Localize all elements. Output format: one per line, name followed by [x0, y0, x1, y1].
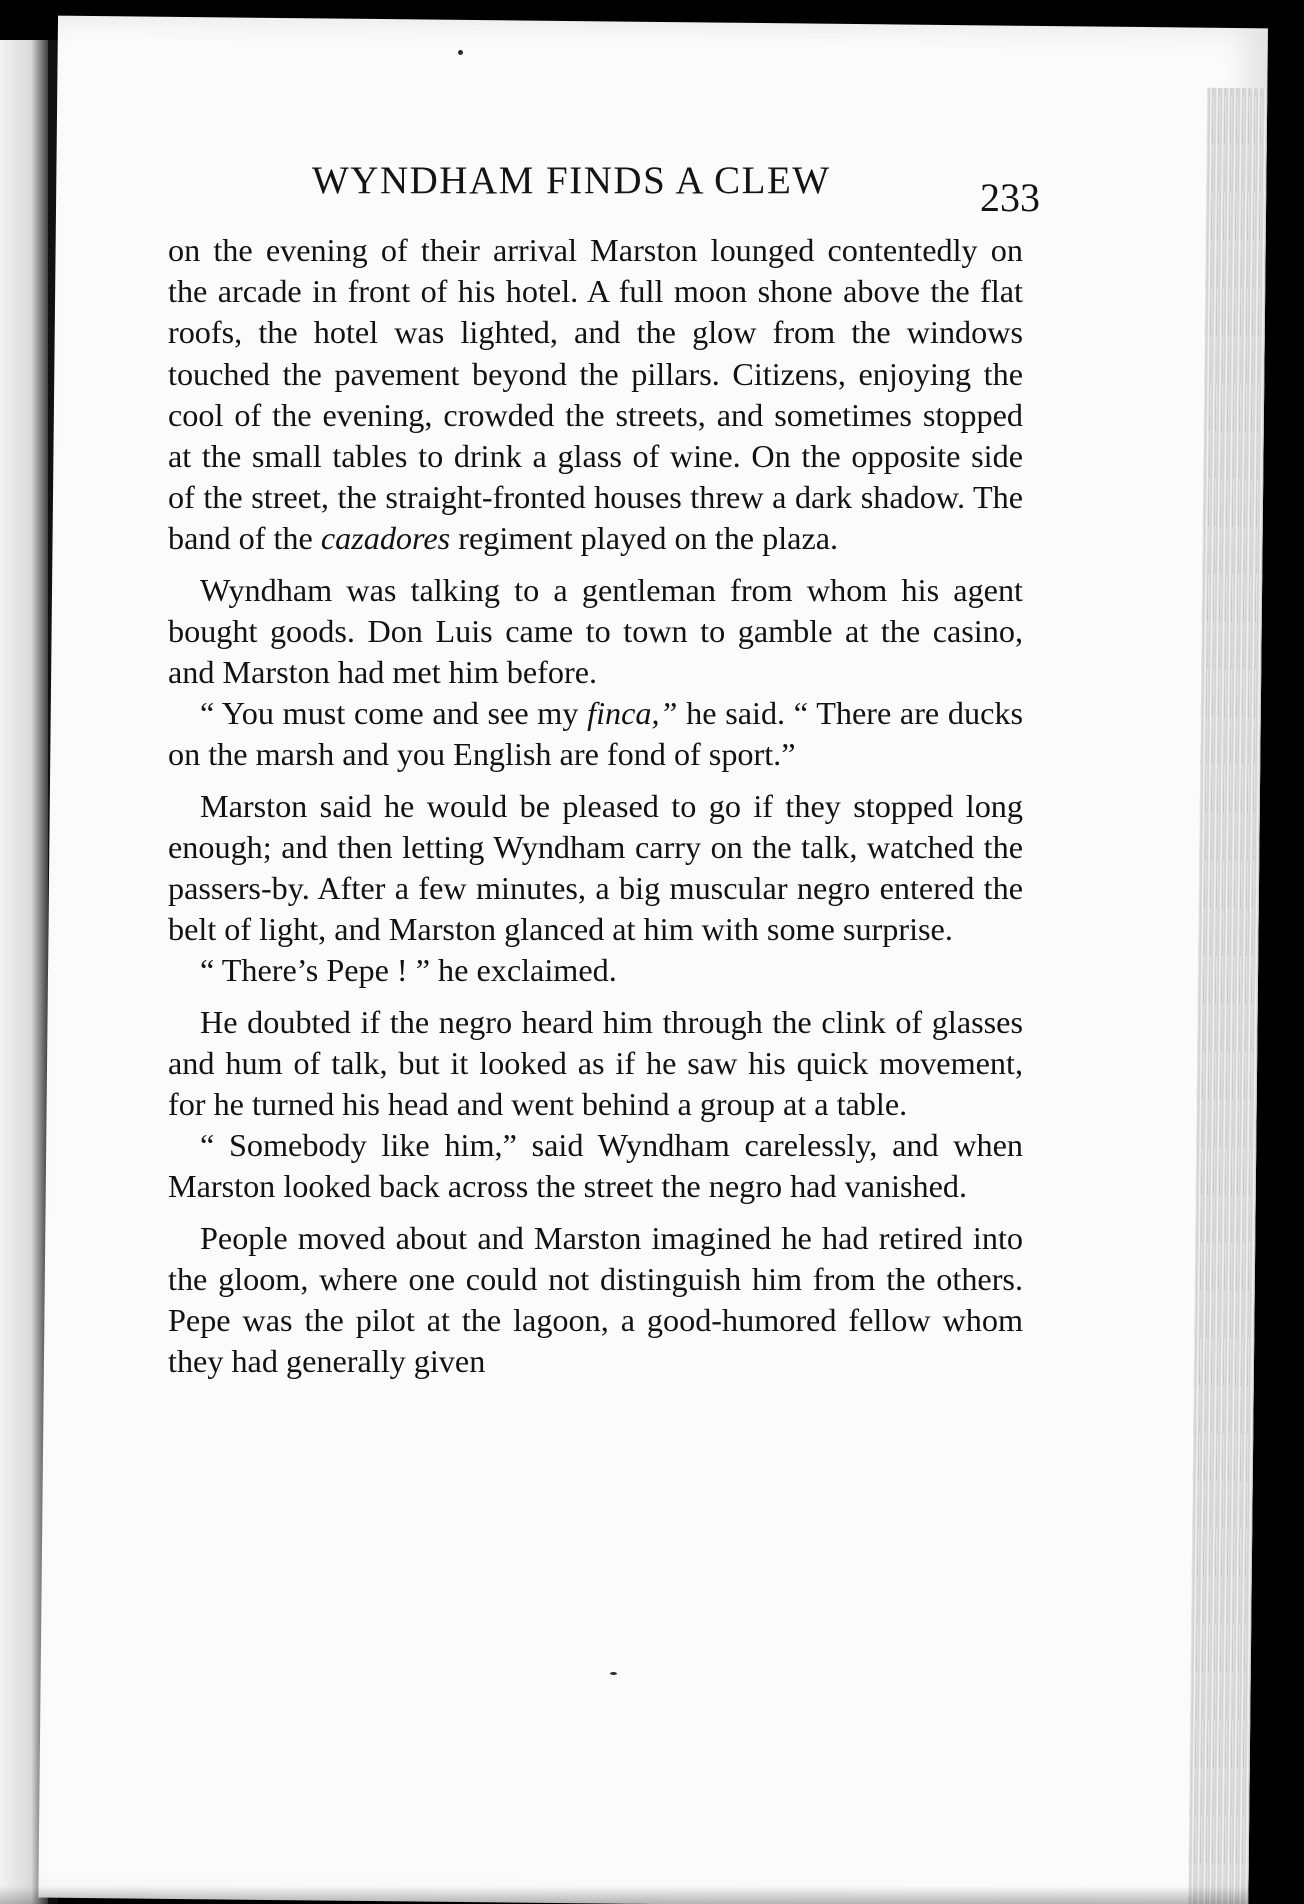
italic-text-run: finca,” — [587, 695, 678, 732]
paragraph — [168, 1125, 1023, 1207]
page-fore-edge — [1188, 88, 1267, 1904]
italic-text-run: cazadores — [320, 520, 451, 557]
scan-speckle — [610, 1672, 617, 1675]
text-run: he said. “ There are ducks on the marsh and you English are fond of sport.” — [168, 695, 1023, 773]
text-run: “ You must come and see my — [200, 695, 588, 732]
paragraph — [168, 693, 1023, 775]
scan-speckle — [458, 50, 463, 55]
text-run: Wyndham was talking to a gentleman from whom his agent bought goods. Don Luis came to town to gamble at the casino, and Marston had met him before. — [168, 571, 1023, 691]
text-run: on the evening of their arrival Marston lounged contentedly on the arcade in front of his hotel. A full moon shone above the flat roofs, the hotel was lighted, and the glow from the windows touched the pavement beyond the pillars. Citizens, enjoying the cool of the evening, crowded the streets, and sometimes stopped at the small tables to drink a glass of wine. On the opposite side of the street, the straight-fronted houses threw a dark shadow. The band of the — [168, 232, 1023, 557]
paragraph — [168, 230, 1023, 560]
text-run: He doubted if the negro heard him through the clink of glasses and hum of talk, but it looked as if he saw his quick movement, for he turned his head and went behind a group at a table. — [168, 1003, 1023, 1123]
paragraph — [168, 1002, 1023, 1126]
text-run: “ There’s Pepe ! ” he exclaimed. — [200, 952, 617, 989]
text-run: “ Somebody like him,” said Wyndham carelessly, and when Marston looked back across the street the negro had vanished. — [168, 1127, 1023, 1205]
running-head: WYNDHAM FINDS A CLEW — [312, 159, 831, 202]
paragraph — [168, 786, 1023, 951]
text-run: People moved about and Marston imagined he had retired into the gloom, where one could not distinguish him from the others. Pepe was the pilot at the lagoon, a good-humored fellow whom they had generally given — [168, 1219, 1023, 1380]
text-run: regiment played on the plaza. — [450, 520, 839, 557]
paragraph — [168, 1218, 1023, 1383]
paragraph — [168, 950, 1023, 991]
paragraph — [168, 570, 1023, 694]
page-bottom-shadow — [0, 1886, 1304, 1904]
text-run: Marston said he would be pleased to go if they stopped long enough; and then letting Wyndham carry on the talk, watched the passers-by. After a few minutes, a big muscular negro entered the belt of light, and Marston glanced at him with some surprise. — [168, 787, 1023, 948]
body-text — [168, 230, 1023, 1382]
page-number: 233 — [980, 175, 1040, 220]
